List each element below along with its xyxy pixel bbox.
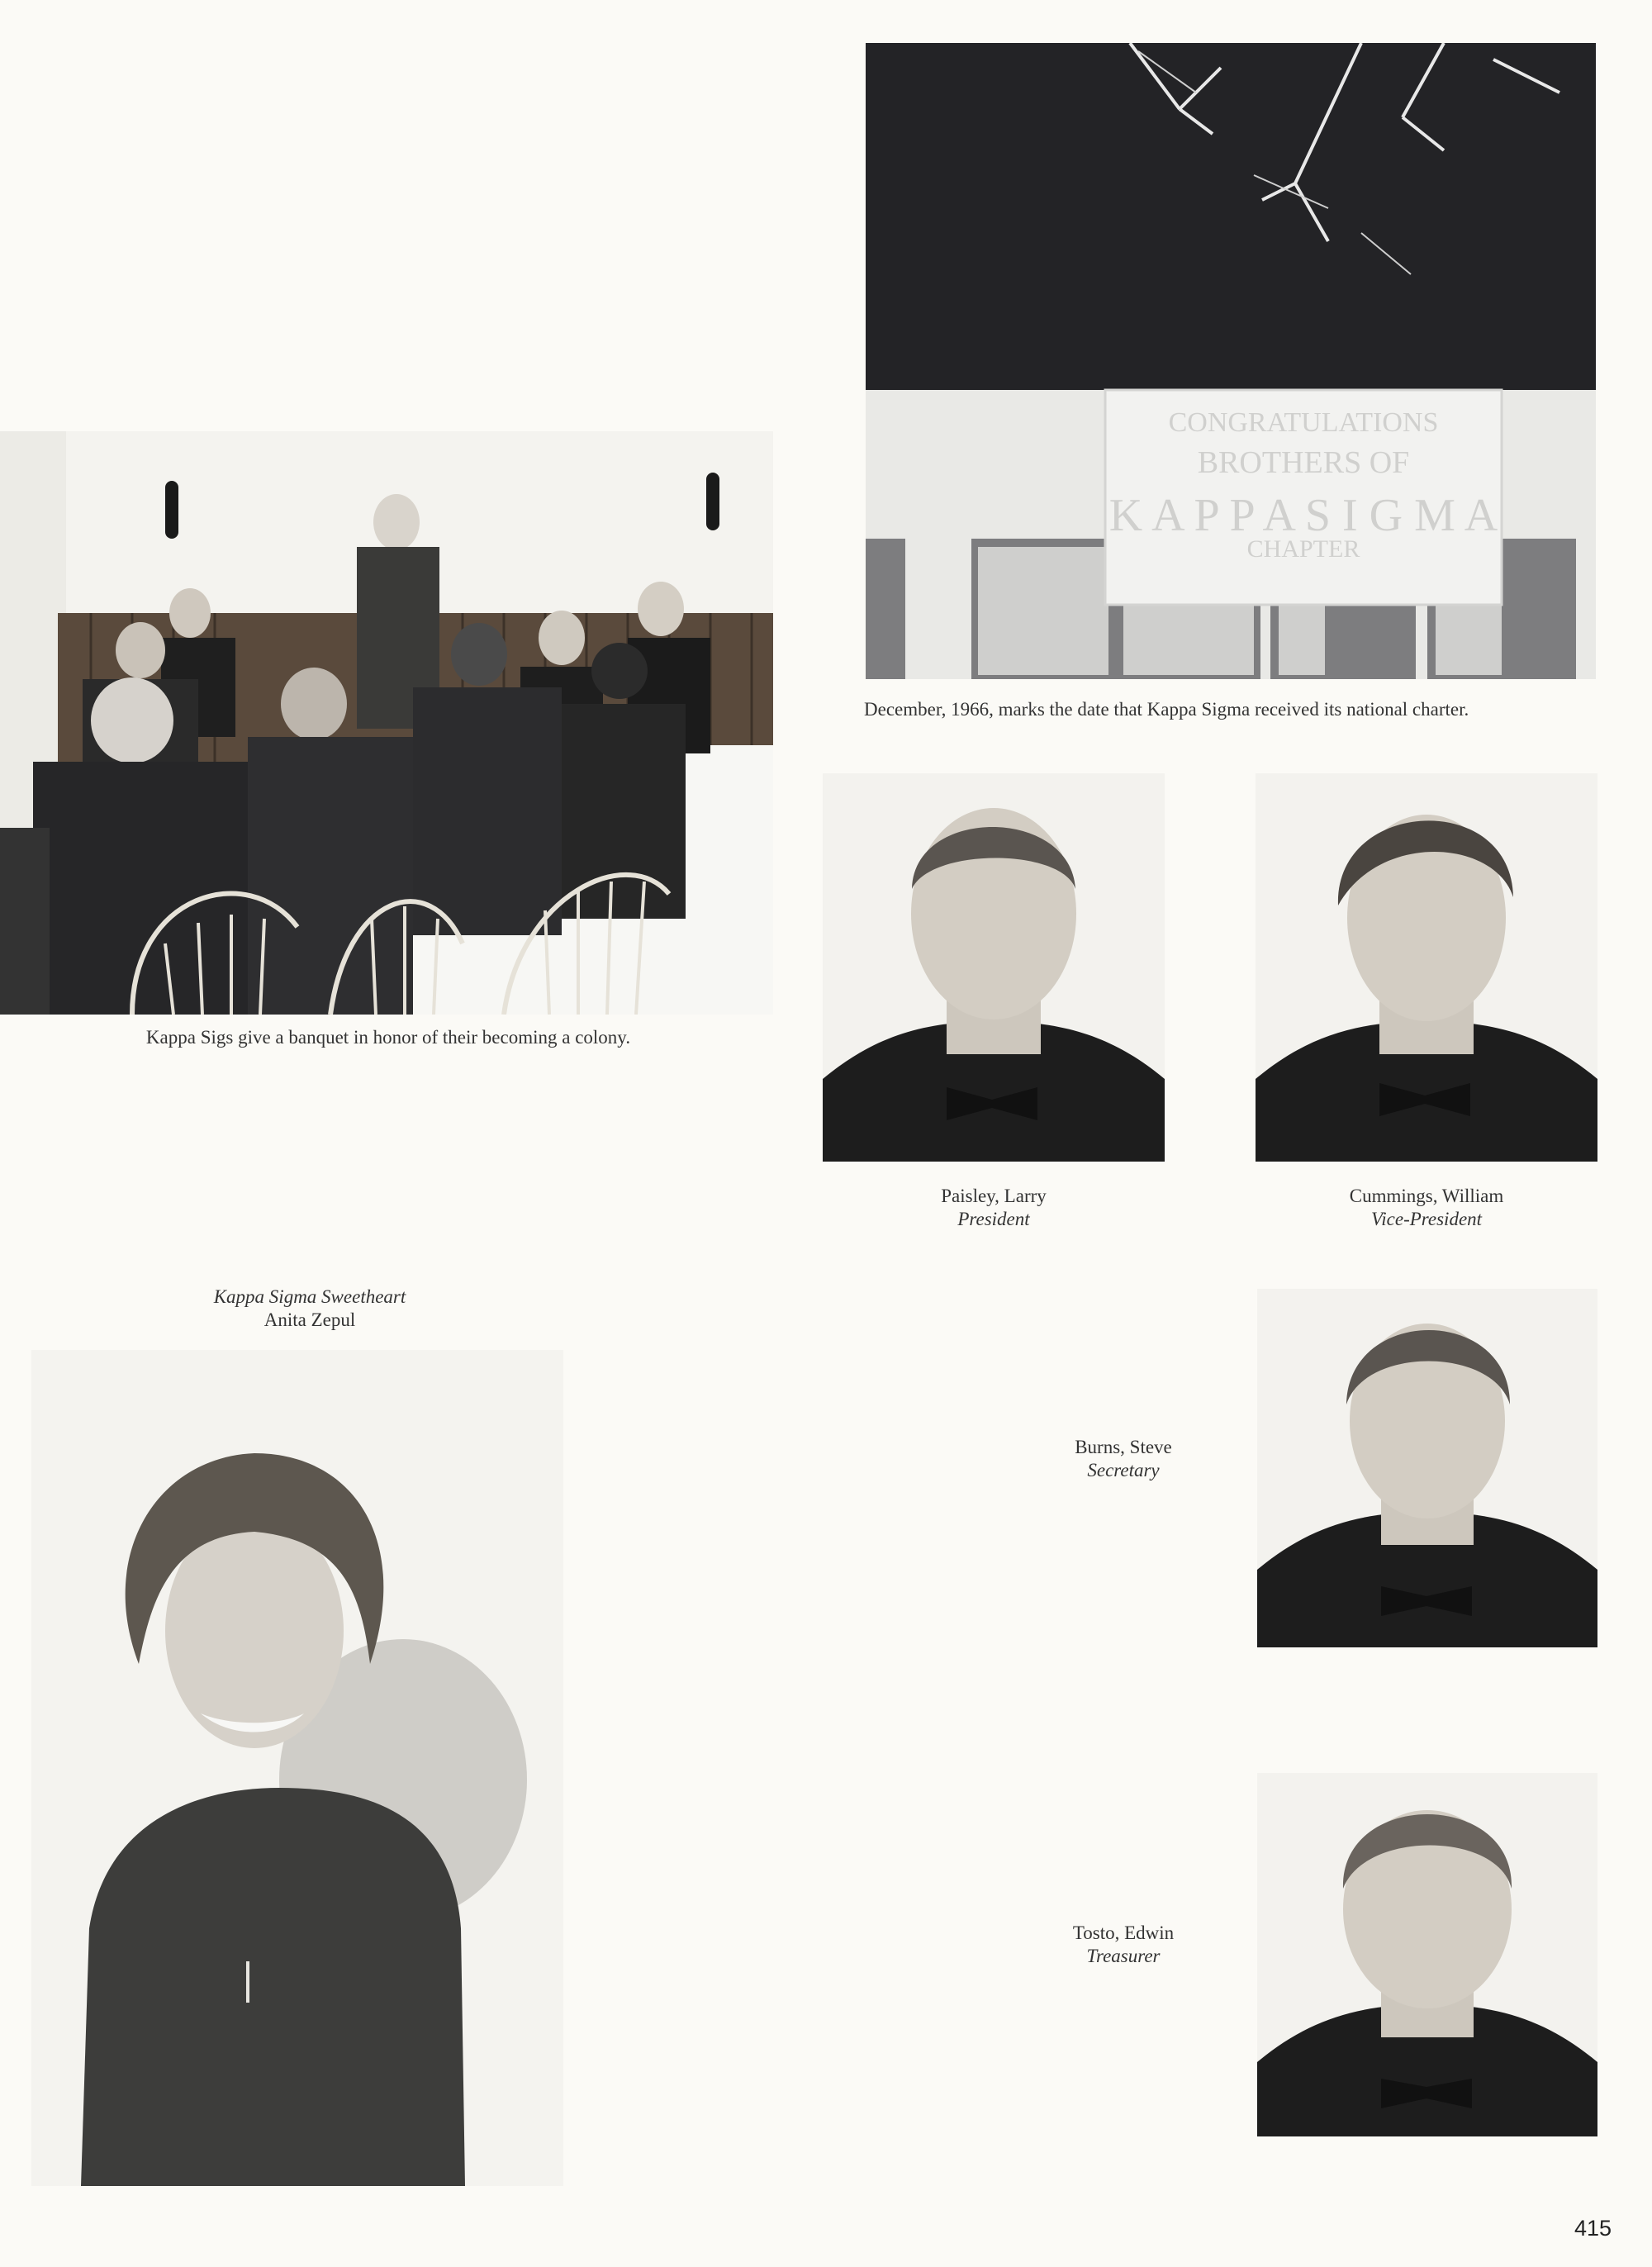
officer-name: Cummings, William	[1349, 1186, 1504, 1206]
sweetheart-title: Kappa Sigma Sweetheart	[213, 1286, 406, 1307]
officer-name: Burns, Steve	[1075, 1437, 1172, 1457]
sign-line-1: CONGRATULATIONS	[1168, 407, 1439, 438]
portrait-burns	[1257, 1289, 1597, 1647]
charter-caption: December, 1966, marks the date that Kappa Sigma received its national charter.	[864, 699, 1469, 720]
officer-role: Secretary	[1087, 1460, 1160, 1480]
officer-role: Treasurer	[1086, 1946, 1161, 1966]
sweetheart-caption	[145, 1286, 475, 1332]
officer-name: Paisley, Larry	[941, 1186, 1047, 1206]
portrait-cummings	[1256, 773, 1597, 1162]
page-number: 415	[1574, 2216, 1612, 2241]
officer-caption-cummings	[1256, 1185, 1597, 1231]
sign-line-3: K A P P A S I G M A	[1108, 490, 1498, 541]
officer-caption-burns	[1032, 1436, 1214, 1482]
sweetheart-portrait	[31, 1350, 563, 2186]
officer-name: Tosto, Edwin	[1072, 1922, 1175, 1943]
portrait-tosto	[1257, 1773, 1597, 2136]
sign-line-2: BROTHERS OF	[1197, 445, 1410, 480]
banquet-caption: Kappa Sigs give a banquet in honor of their becoming a colony.	[145, 1027, 631, 1048]
sign-line-4: CHAPTER	[1246, 535, 1360, 563]
banquet-photo	[0, 431, 773, 1015]
officer-caption-tosto	[1032, 1922, 1214, 1968]
officer-role: Vice-President	[1370, 1209, 1483, 1229]
officer-role: President	[957, 1209, 1030, 1229]
sweetheart-name: Anita Zepul	[263, 1309, 356, 1330]
portrait-paisley	[823, 773, 1165, 1162]
charter-photo	[866, 43, 1596, 679]
officer-caption-paisley	[823, 1185, 1165, 1231]
